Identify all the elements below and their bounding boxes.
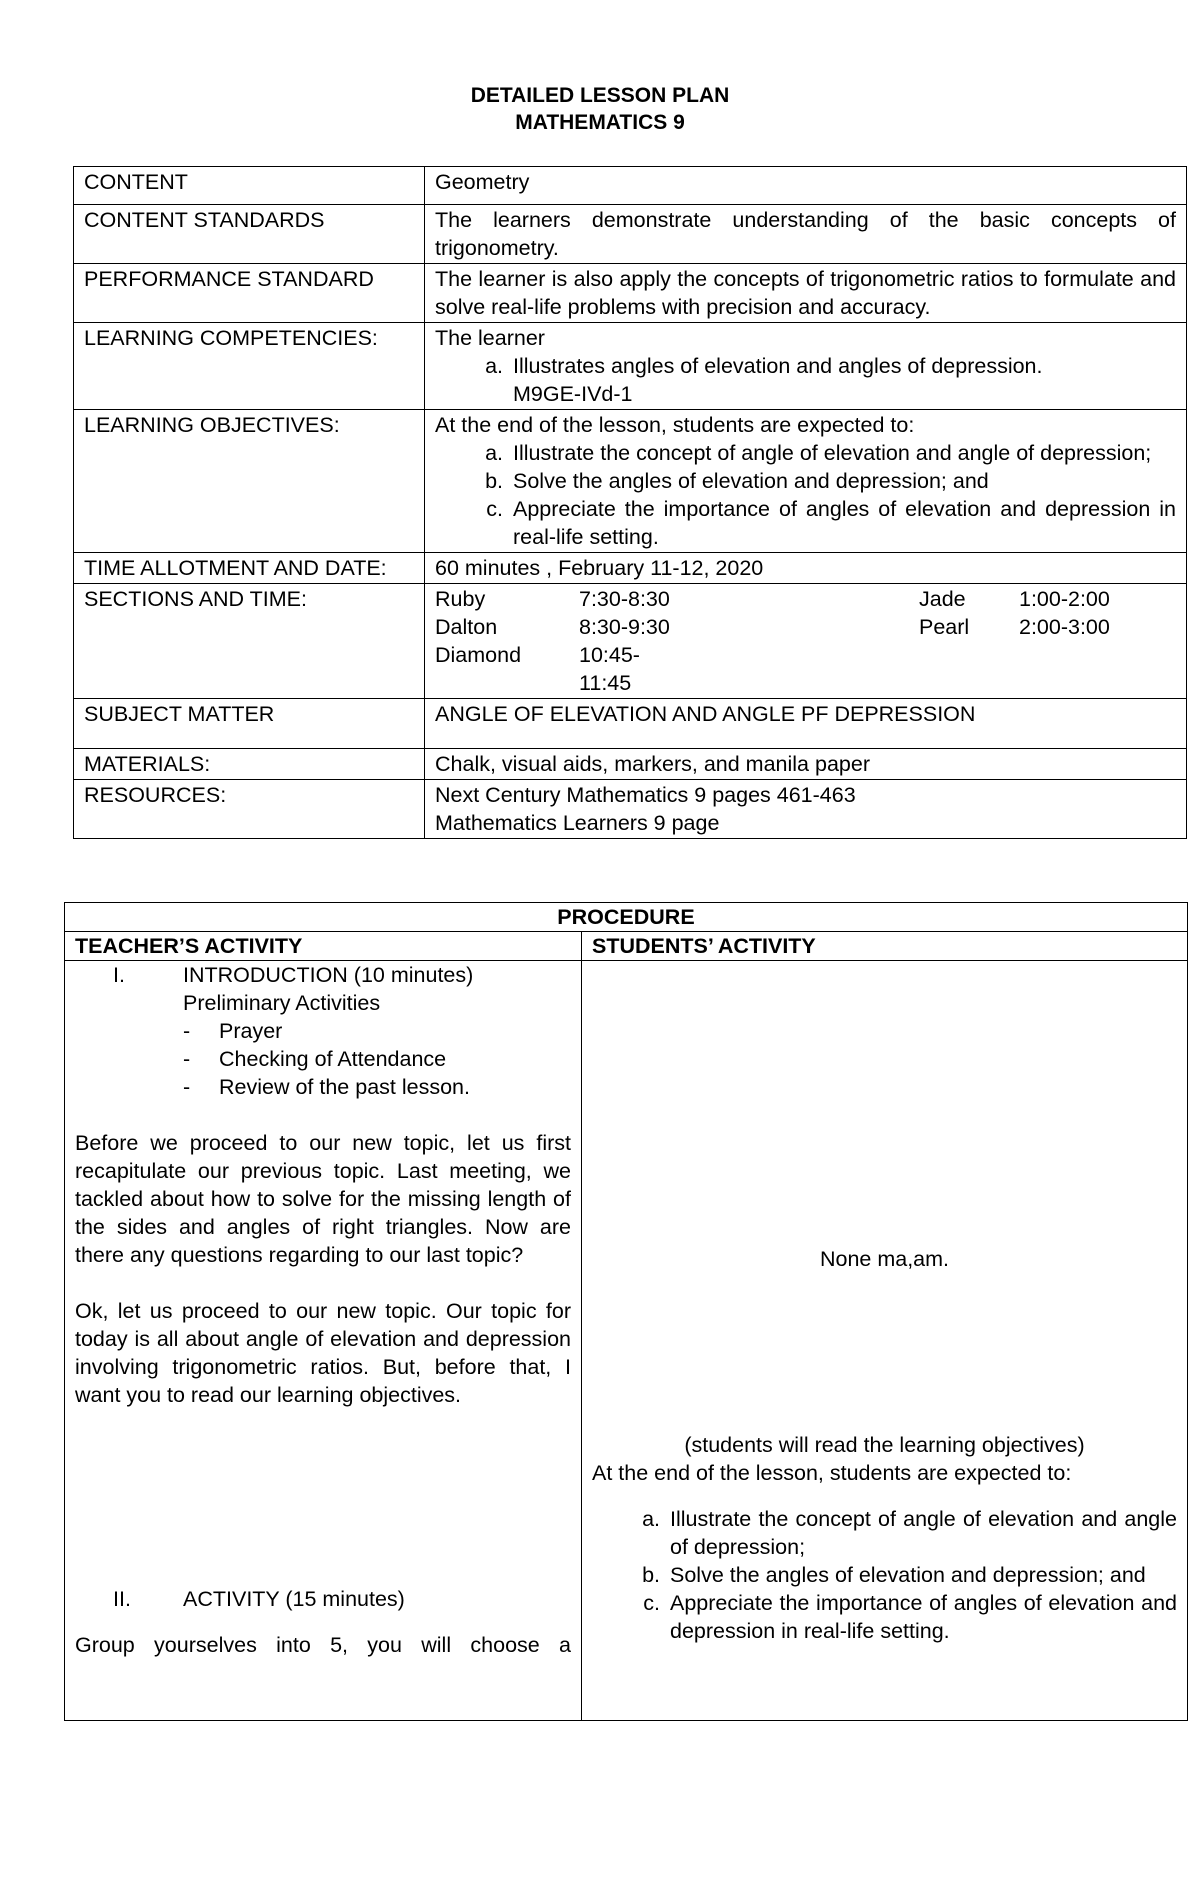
procedure-title-row [65,903,1188,932]
students-activity-cell [582,961,1188,1721]
resource-line: Mathematics Learners 9 page [435,811,720,835]
row-competencies [74,323,1187,410]
resources-label: RESOURCES: [74,780,425,839]
section-title: ACTIVITY (15 minutes) [183,1587,405,1611]
performance-value: The learner is also apply the concepts of trigonometric ratios to formulate and solve real-life problems with precision and accuracy. [425,264,1187,323]
section-heading [75,961,571,989]
section-name: Ruby [435,587,486,611]
teacher-paragraph: Before we proceed to our new topic, let us first recapitulate our previous topic. Last meeting, we tackled about how to solve for the missing length of the sides and angles of right triangles. Now are there any questions regarding to our last topic? [75,1131,571,1267]
teacher-activity-cell [65,961,582,1721]
teacher-paragraph: Ok, let us proceed to our new topic. Our topic for today is all about angle of elevation and depression involving trigonometric ratios. But, before that, I want you to read our learning objectives. [75,1299,571,1407]
section-name: Dalton [435,615,498,639]
time-value: 60 minutes , February 11-12, 2020 [425,553,1187,584]
list-item: - Checking of Attendance [183,1045,571,1073]
sections-label: SECTIONS AND TIME: [74,584,425,699]
subject-label: SUBJECT MATTER [74,699,425,749]
sections-value [425,584,1187,699]
competency-text: Illustrates angles of elevation and angles of depression. [513,354,1043,378]
teacher-activity-header: TEACHER’S ACTIVITY [65,932,582,961]
competencies-intro: The learner [435,326,545,350]
row-objectives [74,410,1187,553]
student-objectives-list [592,1505,1177,1645]
list-item [509,352,1176,408]
students-activity-header: STUDENTS’ ACTIVITY [582,932,1188,961]
section-row [435,641,1176,697]
content-label: CONTENT [74,167,425,205]
objectives-list [435,439,1176,551]
subject-value: ANGLE OF ELEVATION AND ANGLE PF DEPRESSION [425,699,1187,749]
list-item: b. Solve the angles of elevation and depression; and [509,467,1176,495]
resources-value [425,780,1187,839]
list-item: a. Illustrate the concept of angle of elevation and angle of depression; [666,1505,1177,1561]
row-resources [74,780,1187,839]
student-reply: None ma,am. [819,1247,950,1271]
standards-label: CONTENT STANDARDS [74,205,425,264]
time-label [74,553,425,584]
competencies-list [435,352,1176,408]
time-label-text: TIME ALLOTMENT AND DATE: [84,556,387,580]
competency-code: M9GE-IVd-1 [513,382,633,406]
materials-label: MATERIALS: [74,749,425,780]
list-item: a. Illustrate the concept of angle of elevation and angle of depression; [509,439,1176,467]
section-time: 7:30-8:30 [579,587,670,611]
list-item: b. Solve the angles of elevation and depression; and [666,1561,1177,1589]
section-time: 10:45-11:45 [579,643,640,695]
preliminary-heading: Preliminary Activities [183,991,381,1015]
section-number: II. [113,1587,131,1611]
section-row [435,585,1176,613]
section-number: I. [113,963,125,987]
content-value: Geometry [425,167,1187,205]
section-title: INTRODUCTION (10 minutes) [183,963,474,987]
row-performance [74,264,1187,323]
row-content [74,167,1187,205]
row-sections [74,584,1187,699]
section-name: Pearl [919,615,970,639]
procedure-header-row [65,932,1188,961]
lesson-info-table [73,166,1187,839]
row-time [74,553,1187,584]
row-subject [74,699,1187,749]
section-row [435,613,1176,641]
competencies-label: LEARNING COMPETENCIES: [74,323,425,410]
objectives-intro: At the end of the lesson, students are expected to: [435,413,915,437]
performance-label: PERFORMANCE STANDARD [74,264,425,323]
procedure-body-row [65,961,1188,1721]
list-item: - Prayer [183,1017,571,1045]
standards-value: The learners demonstrate understanding of the basic concepts of trigonometry. [425,205,1187,264]
title-line-1: DETAILED LESSON PLAN [470,84,730,107]
section-name: Jade [919,587,966,611]
title-line-2: MATHEMATICS 9 [515,111,685,134]
section-time: 1:00-2:00 [1019,587,1110,611]
student-read-note: (students will read the learning objectives) [684,1433,1085,1457]
student-intro: At the end of the lesson, students are expected to: [592,1461,1072,1485]
resource-line: Next Century Mathematics 9 pages 461-463 [435,783,856,807]
list-item: - Review of the past lesson. [183,1073,571,1101]
competencies-value [425,323,1187,410]
section-heading [75,1585,571,1613]
materials-value: Chalk, visual aids, markers, and manila paper [425,749,1187,780]
preliminary-list [75,1017,571,1101]
procedure-table [64,902,1188,1721]
section-time: 8:30-9:30 [579,615,670,639]
section-time: 2:00-3:00 [1019,615,1110,639]
document-title [0,82,1200,136]
objectives-value [425,410,1187,553]
row-standards [74,205,1187,264]
teacher-paragraph: Group yourselves into 5, you will choose a [75,1633,571,1657]
list-item: c. Appreciate the importance of angles of elevation and depression in real-life setting. [509,495,1176,551]
objectives-label: LEARNING OBJECTIVES: [74,410,425,553]
list-item: c. Appreciate the importance of angles of elevation and depression in real-life setting. [666,1589,1177,1645]
row-materials [74,749,1187,780]
section-name: Diamond [435,643,522,667]
procedure-title: PROCEDURE [65,903,1188,932]
